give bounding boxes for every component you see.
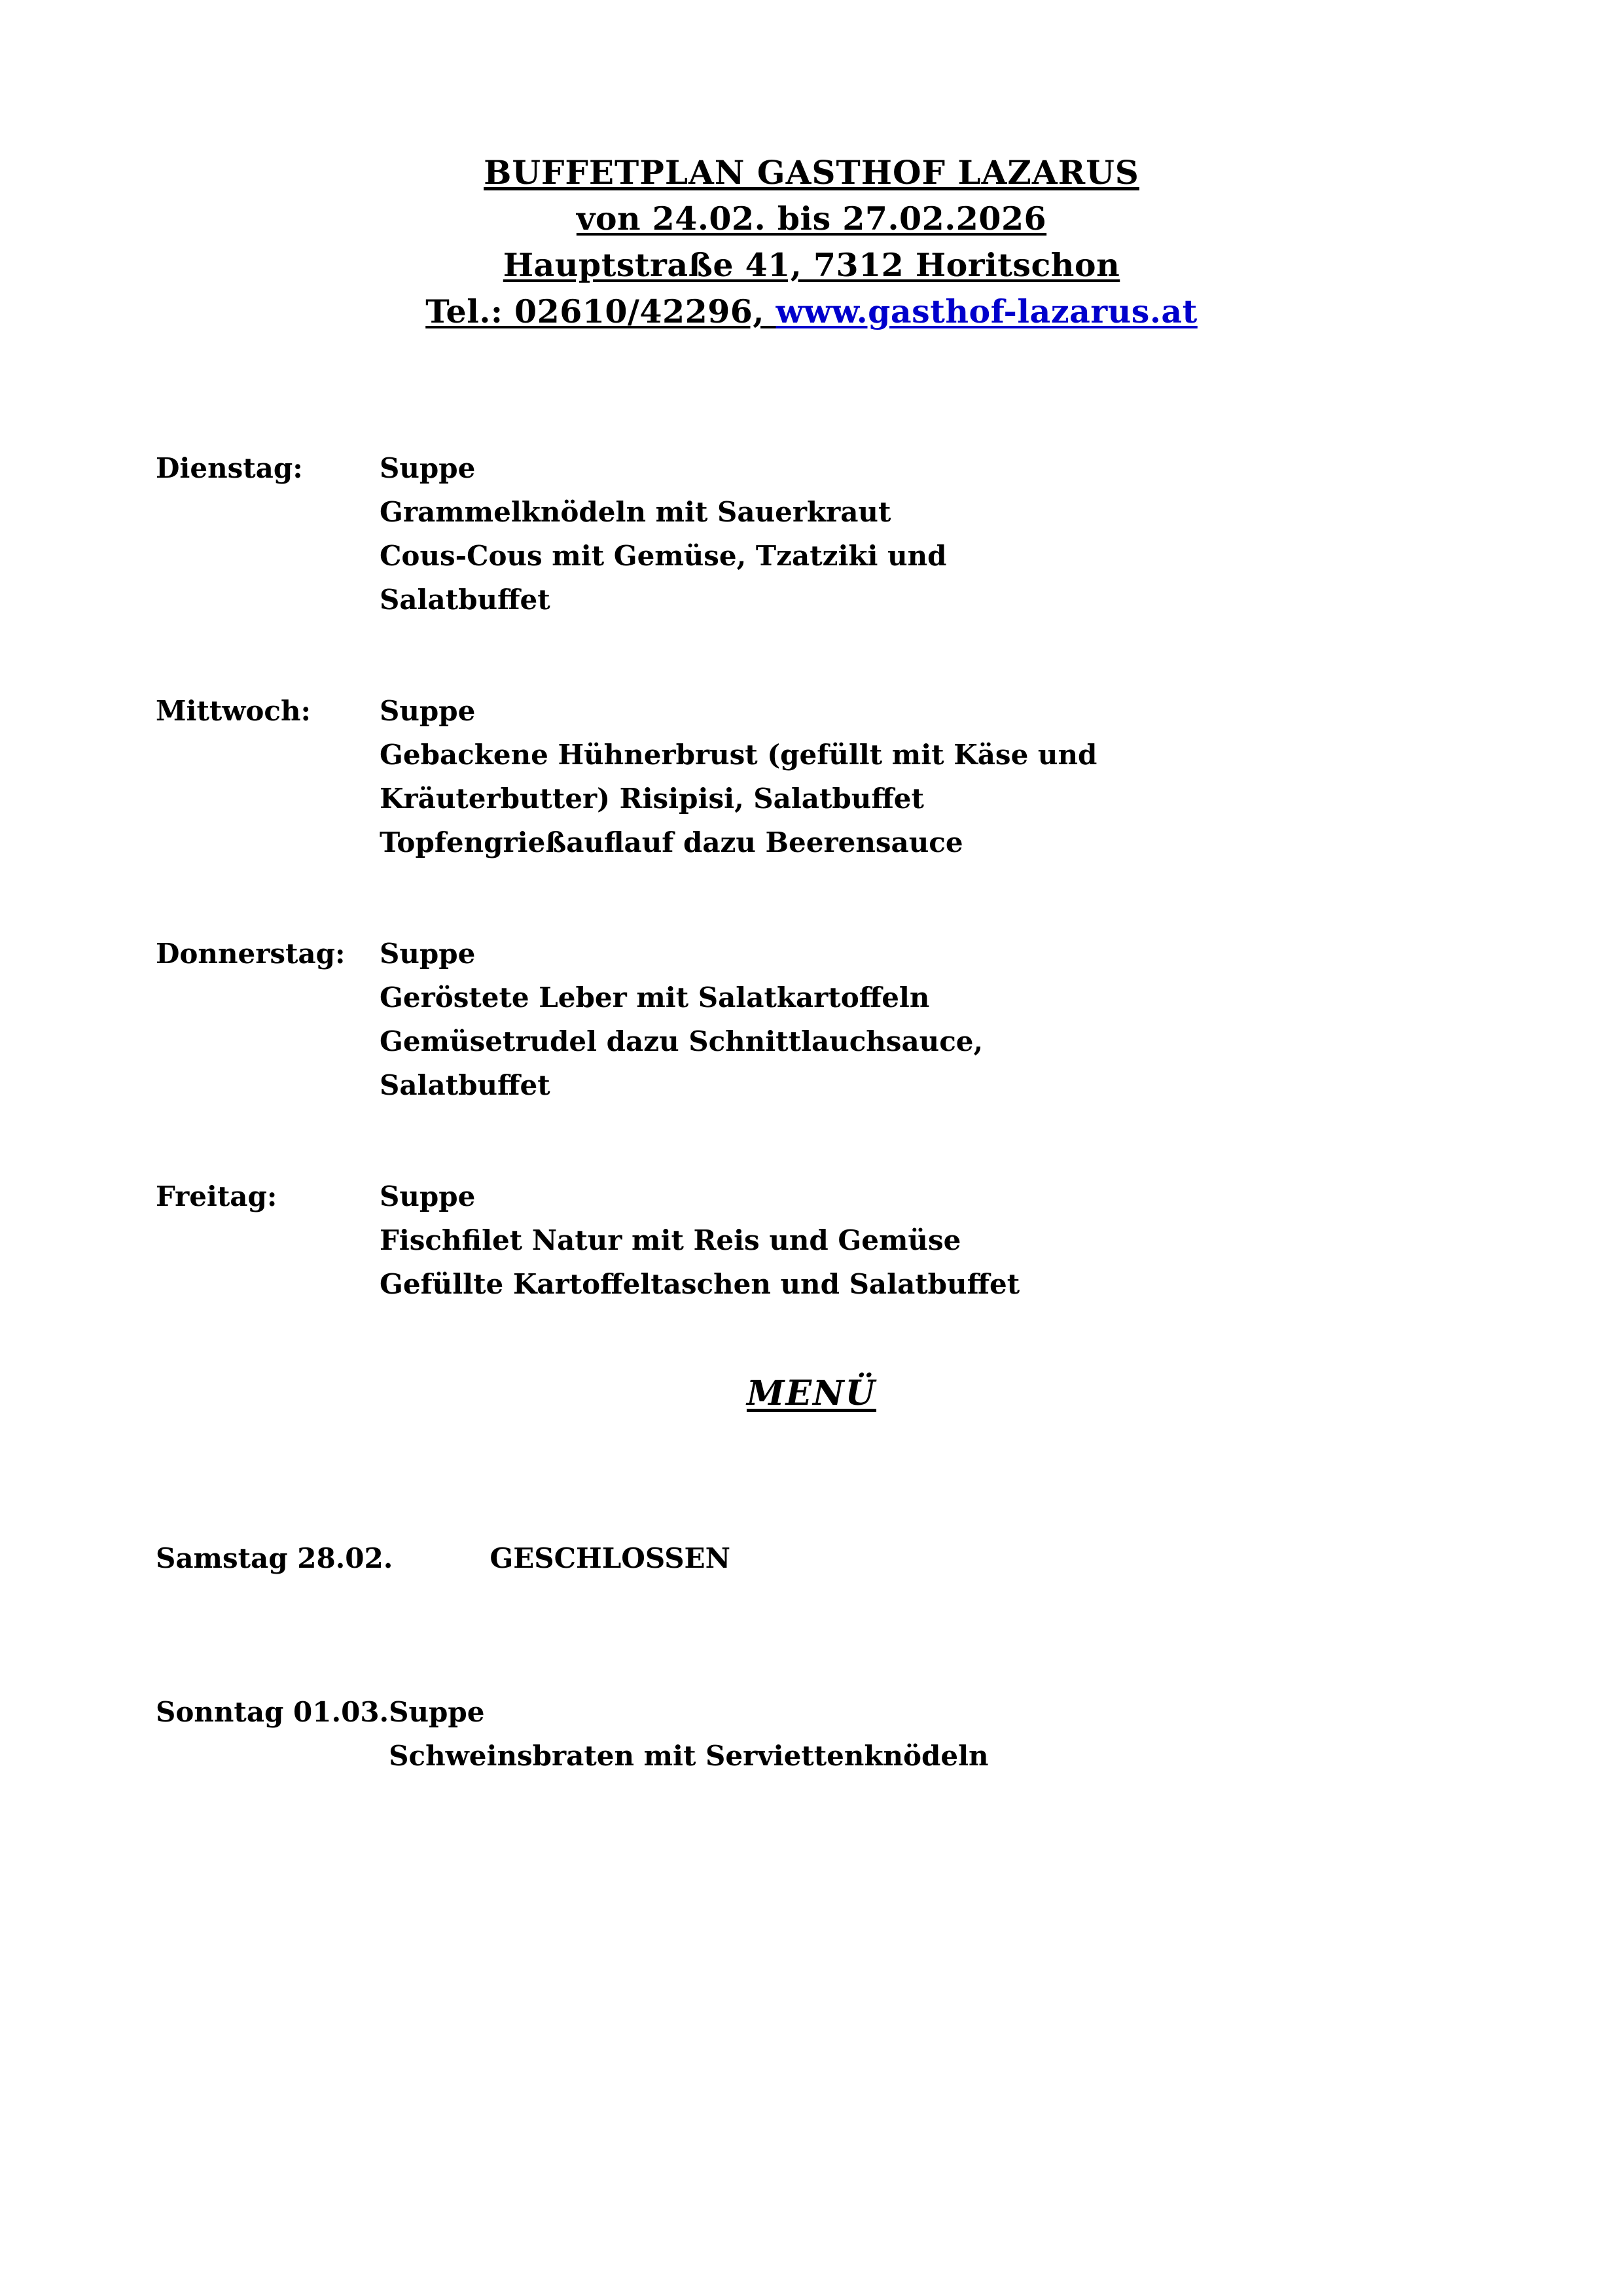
document-header	[0, 149, 1623, 335]
day-block-freitag	[0, 1174, 1623, 1306]
day-label: Donnerstag:	[156, 938, 346, 970]
day-label: Sonntag 01.03.	[156, 1696, 389, 1728]
weekday-list	[0, 446, 1623, 1306]
day-menu-items	[380, 689, 1623, 864]
day-block-sonntag	[0, 1690, 1623, 1778]
menu-item: Salatbuffet	[380, 1069, 550, 1101]
day-menu-items	[380, 446, 1623, 622]
contact-line	[0, 289, 1623, 335]
menu-item: Gebackene Hühnerbrust (gefüllt mit Käse und	[380, 739, 1097, 771]
menu-item: Gemüsetrudel dazu Schnittlauchsauce,	[380, 1025, 984, 1057]
menu-item: Suppe	[380, 452, 476, 484]
menu-item: Suppe	[380, 695, 476, 727]
page-title-text: BUFFETPLAN GASTHOF LAZARUS	[484, 153, 1139, 192]
day-block-mittwoch	[0, 689, 1623, 864]
day-label: Samstag 28.02.	[156, 1542, 393, 1574]
menu-section-heading	[0, 1373, 1623, 1413]
menu-item: Suppe	[389, 1696, 485, 1728]
day-label: Mittwoch:	[156, 695, 312, 727]
phone-text: Tel.: 02610/42296,	[425, 292, 776, 330]
menu-item: Salatbuffet	[380, 584, 550, 616]
menu-item: Topfengrießauflauf dazu Beerensauce	[380, 826, 963, 858]
address-text: Hauptstraße 41, 7312 Horitschon	[503, 246, 1120, 284]
menu-section-heading-text: MENÜ	[746, 1373, 877, 1413]
page-title	[0, 149, 1623, 196]
menu-item: Suppe	[380, 1180, 476, 1212]
menu-item: Fischfilet Natur mit Reis und Gemüse	[380, 1224, 961, 1256]
menu-item: Grammelknödeln mit Sauerkraut	[380, 496, 891, 528]
day-block-samstag	[0, 1536, 1623, 1580]
day-label: Dienstag:	[156, 452, 303, 484]
day-status	[393, 1536, 1623, 1580]
date-range	[0, 196, 1623, 242]
menu-item: Gefüllte Kartoffeltaschen und Salatbuffet	[380, 1268, 1020, 1300]
website-link[interactable]: www.gasthof-lazarus.at	[776, 292, 1198, 330]
day-block-donnerstag	[0, 932, 1623, 1107]
menu-item: Kräuterbutter) Risipisi, Salatbuffet	[380, 783, 924, 815]
menu-item: Suppe	[380, 938, 476, 970]
day-menu-items	[380, 1174, 1623, 1306]
day-label: Freitag:	[156, 1180, 277, 1212]
weekend-list	[0, 1536, 1623, 1778]
menu-item: Geröstete Leber mit Salatkartoffeln	[380, 981, 930, 1014]
day-block-dienstag	[0, 446, 1623, 622]
menu-item: Schweinsbraten mit Serviettenknödeln	[389, 1740, 989, 1772]
day-menu-items	[380, 932, 1623, 1107]
menu-item: Cous-Cous mit Gemüse, Tzatziki und	[380, 540, 947, 572]
date-range-text: von 24.02. bis 27.02.2026	[576, 200, 1047, 238]
status-badge: GESCHLOSSEN	[490, 1542, 730, 1574]
address	[0, 242, 1623, 289]
day-menu-items	[389, 1690, 1623, 1778]
